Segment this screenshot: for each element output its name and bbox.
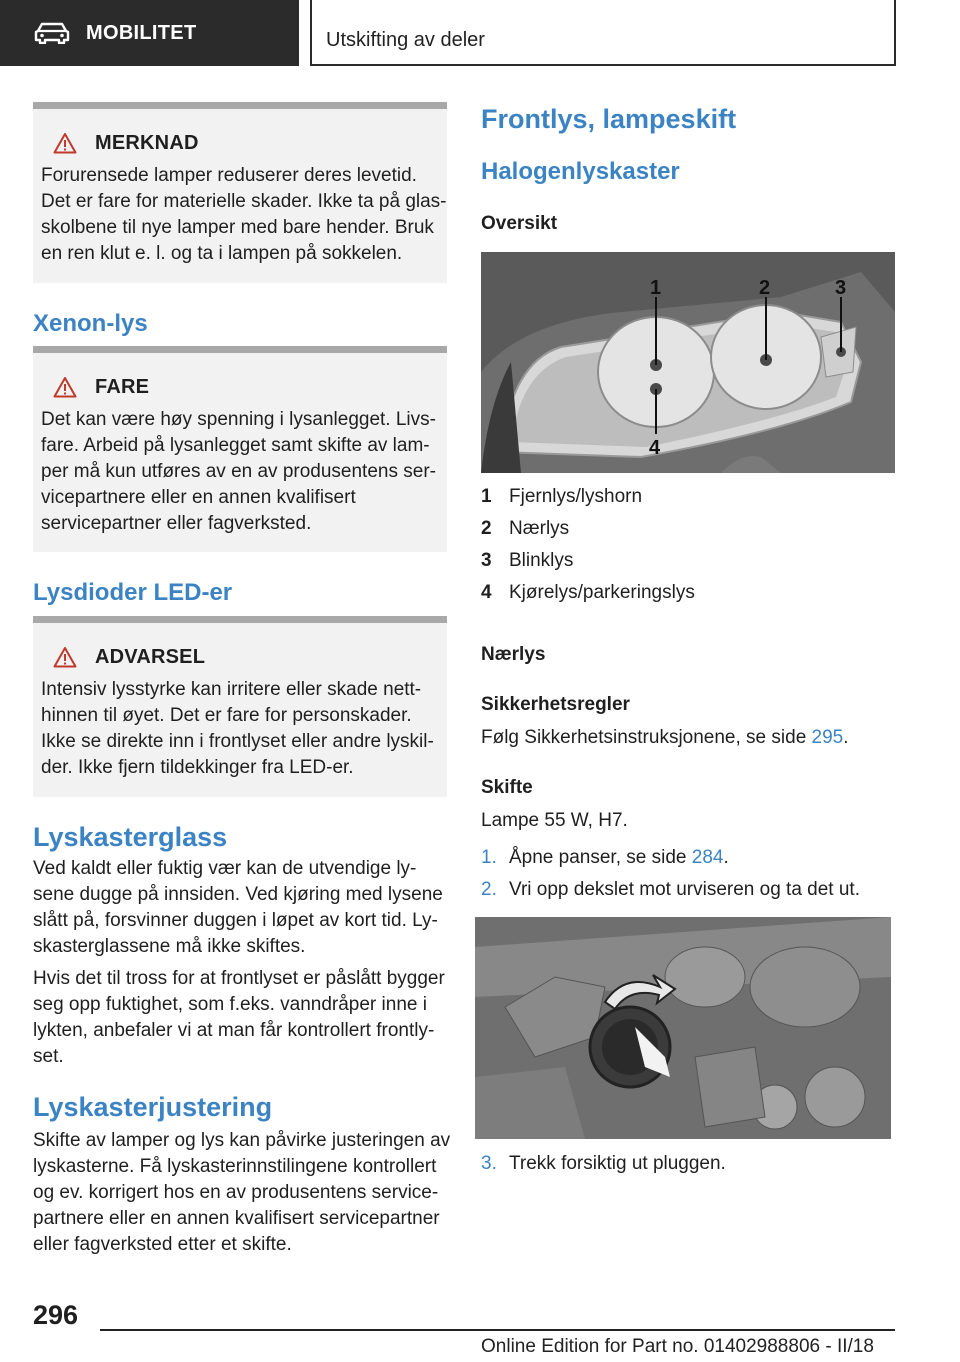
callout-4: 4 <box>649 437 661 459</box>
notice-line: en ren klut e. l. og ta i lampen på sokkelen. <box>41 243 403 264</box>
notice-line: Intensiv lysstyrke kan irritere eller skade nett‐ <box>41 679 422 700</box>
warning-icon <box>53 646 77 668</box>
callout-3: 3 <box>835 277 847 299</box>
safety-text-main: Følg Sikkerhetsinstruksjonene, se side <box>481 727 812 748</box>
heading-sikkerhetsregler: Sikkerhetsregler <box>481 694 630 715</box>
text-line: sene dugge på innsiden. Ved kjøring med lysene <box>33 884 443 905</box>
legend-num: 2 <box>481 518 492 539</box>
warning-icon <box>53 376 77 398</box>
notice-line: servicepartner eller fagverksted. <box>41 513 312 534</box>
heading-halogen: Halogenlyskaster <box>481 158 680 185</box>
chapter-title: Utskifting av deler <box>326 29 485 51</box>
section-tab <box>0 0 299 66</box>
step-number: 3. <box>481 1153 497 1174</box>
text-line: lykten, anbefaler vi at man får kontrollert frontly‐ <box>33 1020 435 1041</box>
car-icon <box>34 22 70 44</box>
notice-line: der. Ikke fjern tildekkinger fra LED-er. <box>41 757 354 778</box>
legend-text: Fjernlys/lyshorn <box>509 486 643 507</box>
notice-line: Forurensede lamper reduserer deres levetid. <box>41 165 417 186</box>
step-2 <box>481 879 860 901</box>
text-line: partnere eller en annen kvalifisert servicepartner <box>33 1208 440 1229</box>
text-line: Hvis det til tross for at frontlyset er påslått bygger <box>33 968 445 989</box>
step-text: Åpne panser, se side <box>509 847 692 868</box>
notice-line: Det er fare for materielle skader. Ikke ta på glas‐ <box>41 191 447 212</box>
text-line: lyskasterne. Få lyskasterinnstilingene kontrollert <box>33 1156 437 1177</box>
text-line: set. <box>33 1046 64 1067</box>
text-line: eller fagverksted etter et skifte. <box>33 1234 292 1255</box>
safety-text <box>481 727 849 749</box>
step-text-end: . <box>723 847 729 868</box>
text-line: seg opp fuktighet, som f.eks. vanndråper inne i <box>33 994 427 1015</box>
paragraph <box>33 856 443 960</box>
text-line: skasterglassene må ikke skiftes. <box>33 936 306 957</box>
engine-bay-illustration <box>475 917 891 1139</box>
callout-1: 1 <box>650 277 662 299</box>
notice-title: ADVARSEL <box>95 645 206 668</box>
step-3 <box>481 1153 726 1175</box>
legend-item <box>481 582 695 604</box>
notice-fare <box>33 346 447 552</box>
page-number: 296 <box>33 1300 79 1330</box>
callout-2: 2 <box>759 277 771 299</box>
heading-xenon: Xenon-lys <box>33 310 148 337</box>
notice-line: Ikke se direkte inn i frontlyset eller andre lyskil‐ <box>41 731 434 752</box>
legend-text: Blinklys <box>509 550 574 571</box>
footer-edition: Online Edition for Part no. 01402988806 - II/18 <box>481 1336 874 1357</box>
notice-body <box>41 677 439 781</box>
notice-advarsel <box>33 616 447 797</box>
notice-title: FARE <box>95 375 150 398</box>
notice-line: fare. Arbeid på lysanlegget samt skifte av lam‐ <box>41 435 430 456</box>
text-line: og ev. korrigert hos en av produsentens service‐ <box>33 1182 439 1203</box>
step-number: 2. <box>481 879 497 900</box>
change-text: Lampe 55 W, H7. <box>481 810 628 831</box>
paragraph <box>33 966 445 1070</box>
heading-oversikt: Oversikt <box>481 213 558 234</box>
notice-merknad <box>33 102 447 283</box>
notice-line: hinnen til øyet. Det er fare for personskader. <box>41 705 412 726</box>
legend-item <box>481 518 569 540</box>
text-line: slått på, forsvinner duggen i løpet av kort tid. Ly‐ <box>33 910 438 931</box>
page-link-295[interactable]: 295 <box>811 727 844 748</box>
step-text: Trekk forsiktig ut pluggen. <box>509 1153 726 1174</box>
heading-skifte: Skifte <box>481 777 533 798</box>
heading-lyskasterjustering: Lyskasterjustering <box>33 1092 273 1122</box>
step-1 <box>481 847 729 869</box>
legend-item <box>481 550 573 572</box>
legend-item <box>481 486 642 508</box>
legend-num: 3 <box>481 550 492 571</box>
heading-naerlys: Nærlys <box>481 644 546 665</box>
step-text: Vri opp dekslet mot urviseren og ta det ut. <box>509 879 860 900</box>
legend-text: Nærlys <box>509 518 570 539</box>
safety-text-end: . <box>843 727 849 748</box>
notice-body <box>41 163 447 267</box>
page-link-284[interactable]: 284 <box>691 847 724 868</box>
section-label: MOBILITET <box>86 21 197 44</box>
text-line: Ved kaldt eller fuktig vær kan de utvendige ly‐ <box>33 858 417 879</box>
paragraph <box>33 1128 450 1258</box>
notice-title: MERKNAD <box>95 131 199 154</box>
headlight-illustration <box>481 252 895 473</box>
warning-icon <box>53 132 77 154</box>
footer-divider <box>100 1329 895 1331</box>
notice-line: vicepartnere eller en annen kvalifisert <box>41 487 356 508</box>
notice-line: Det kan være høy spenning i lysanlegget. Livs‐ <box>41 409 436 430</box>
notice-line: per må kun utføres av en av produsentens ser‐ <box>41 461 436 482</box>
notice-line: skolbene til nye lamper med bare hender. Bruk <box>41 217 434 238</box>
text-line: Skifte av lamper og lys kan påvirke justeringen av <box>33 1130 451 1151</box>
heading-frontlys: Frontlys, lampeskift <box>481 104 737 134</box>
heading-lyskasterglass: Lyskasterglass <box>33 822 228 852</box>
chapter-header <box>310 0 896 66</box>
legend-num: 4 <box>481 582 492 603</box>
heading-led: Lysdioder LED-er <box>33 579 233 606</box>
step-number: 1. <box>481 847 497 868</box>
legend-num: 1 <box>481 486 492 507</box>
notice-body <box>41 407 439 537</box>
legend-text: Kjørelys/parkeringslys <box>509 582 695 603</box>
